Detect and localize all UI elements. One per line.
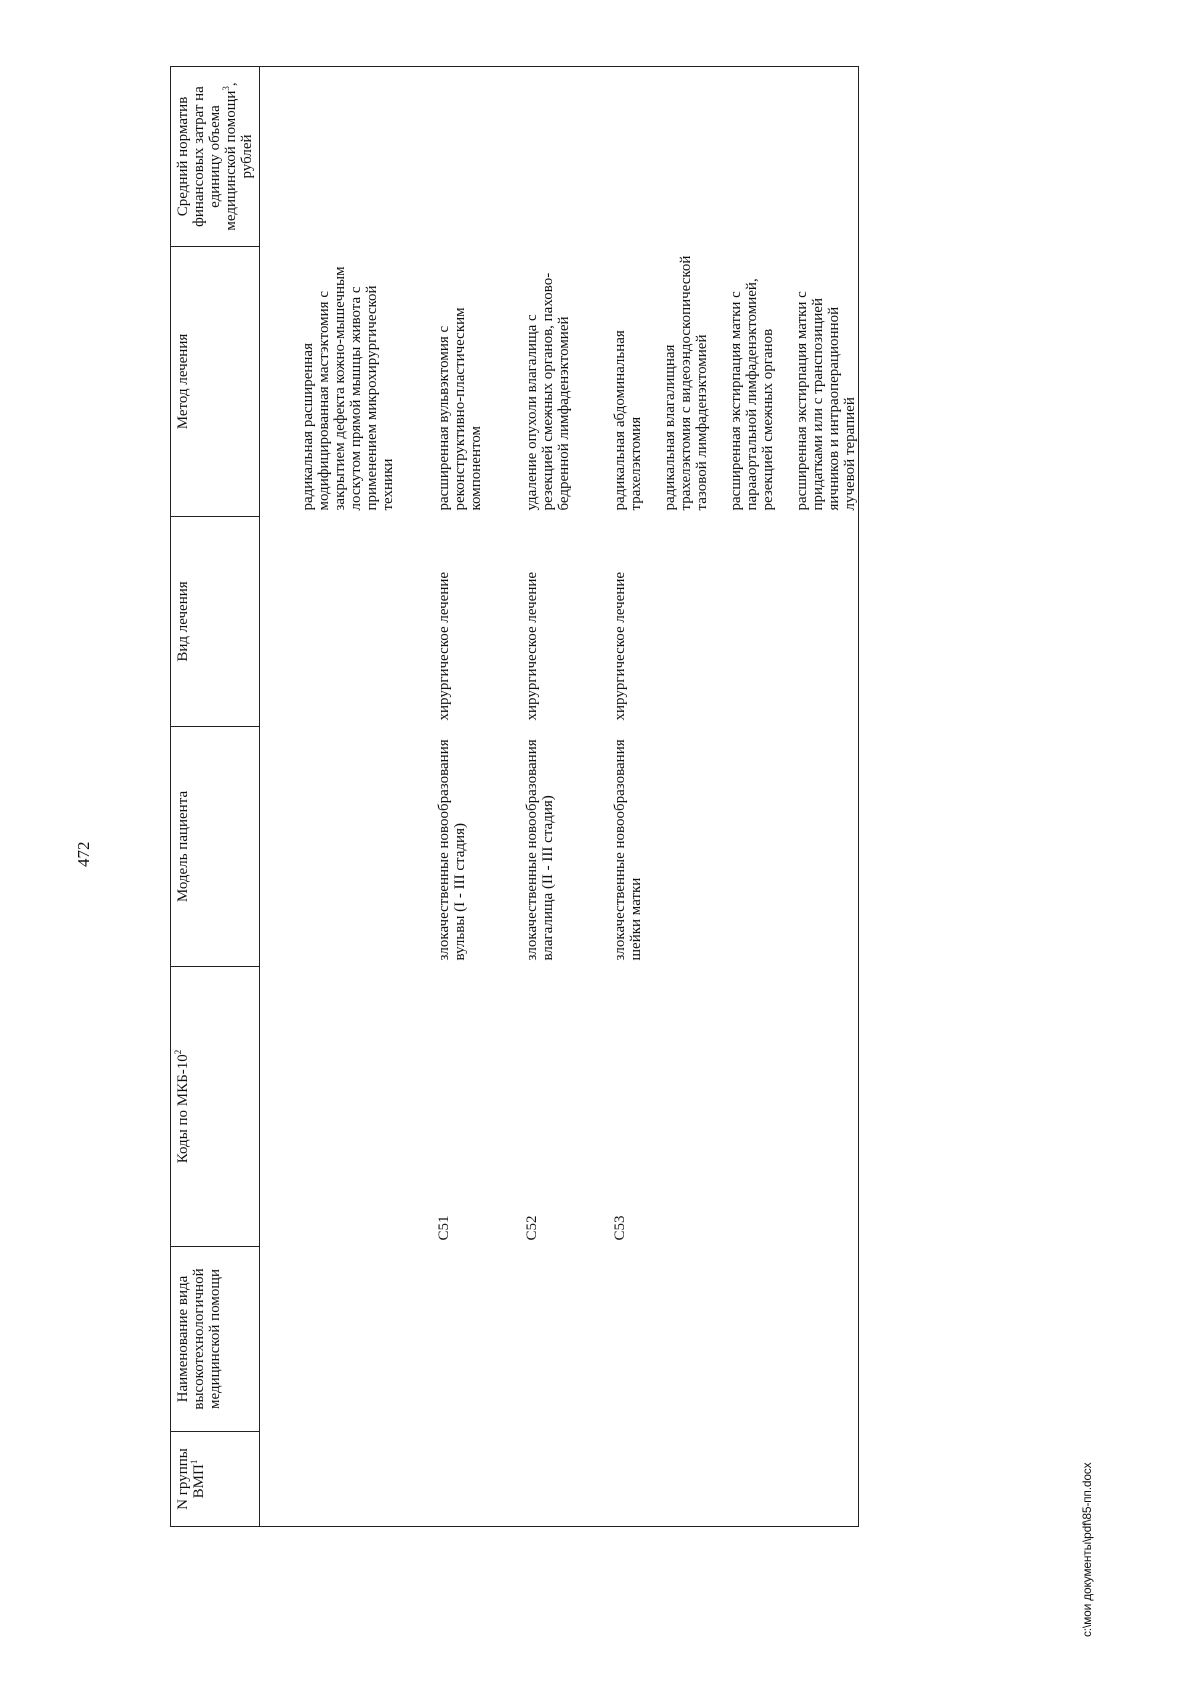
model-cell: злокачественные новообразования влагалища (II - III стадия) [524, 739, 556, 961]
header-kind: Вид лечения [171, 517, 260, 727]
method-item: расширенная вульвэктомия с реконструктивно-пластическим компонентом [436, 307, 484, 511]
header-codes: Коды по МКБ-$10^2$ [171, 967, 260, 1247]
method-cell [524, 247, 572, 517]
model-cell: злокачественные новообразования вульвы (I - III стадия) [436, 739, 468, 961]
table-row [612, 67, 859, 1527]
method-item: удаление опухоли влагалища с резекцией смежных органов, пахово-бедренной лимфаденэктомией [524, 272, 572, 511]
kind-cell: хирургическое лечение [524, 571, 540, 721]
header-method: Метод лечения [171, 247, 260, 517]
table-row [436, 67, 484, 1527]
page-number: 472 [74, 841, 93, 867]
method-item: радикальная абдоминальная трахелэктомия [612, 330, 644, 511]
method-cell [612, 247, 859, 517]
header-model: Модель пациента [171, 727, 260, 967]
method-cell [300, 247, 396, 517]
table-row [524, 67, 572, 1527]
header-cost: Средний норматив финансовых затрат на единицу объема медицинской помощи$^3$, рублей [171, 67, 260, 247]
kind-cell: хирургическое лечение [612, 517, 859, 727]
method-item: расширенная экстирпация матки с придатками или с транспозицией яичников и интраоперационной лучевой терапией [794, 291, 858, 511]
treatment-table [170, 67, 859, 1527]
method-item: радикальная влагалищная трахелэктомия с видеоэндоскопической тазовой лимфаденэктомией [662, 255, 710, 511]
code-cell [300, 967, 396, 1247]
table-row [300, 67, 396, 1527]
code-cell: C51 [436, 1215, 452, 1241]
table-header-row [171, 67, 260, 1527]
footer-file-path: c:\мои документы\pdf\85-пп.docx [1080, 1462, 1094, 1637]
model-cell: злокачественные новообразования шейки матки [612, 727, 859, 967]
model-cell [300, 727, 396, 967]
header-n-group: N группы ВМП$^1$ [171, 1432, 260, 1527]
header-name: Наименование вида высокотехнологичной медицинской помощи [171, 1247, 260, 1432]
kind-cell: хирургическое лечение [436, 571, 452, 721]
method-cell [436, 247, 484, 517]
kind-cell [300, 517, 396, 727]
code-cell: C53 [612, 967, 859, 1247]
code-cell: C52 [524, 1215, 540, 1241]
method-item: радикальная расширенная модифицированная мастэктомия с закрытием дефекта кожно-мышечным лоскутом прямой мышцы живота с применением микрохирургической техники [300, 266, 396, 511]
method-item: расширенная экстирпация матки с парааортальной лимфаденэктомией, резекцией смежных органов [728, 278, 776, 511]
